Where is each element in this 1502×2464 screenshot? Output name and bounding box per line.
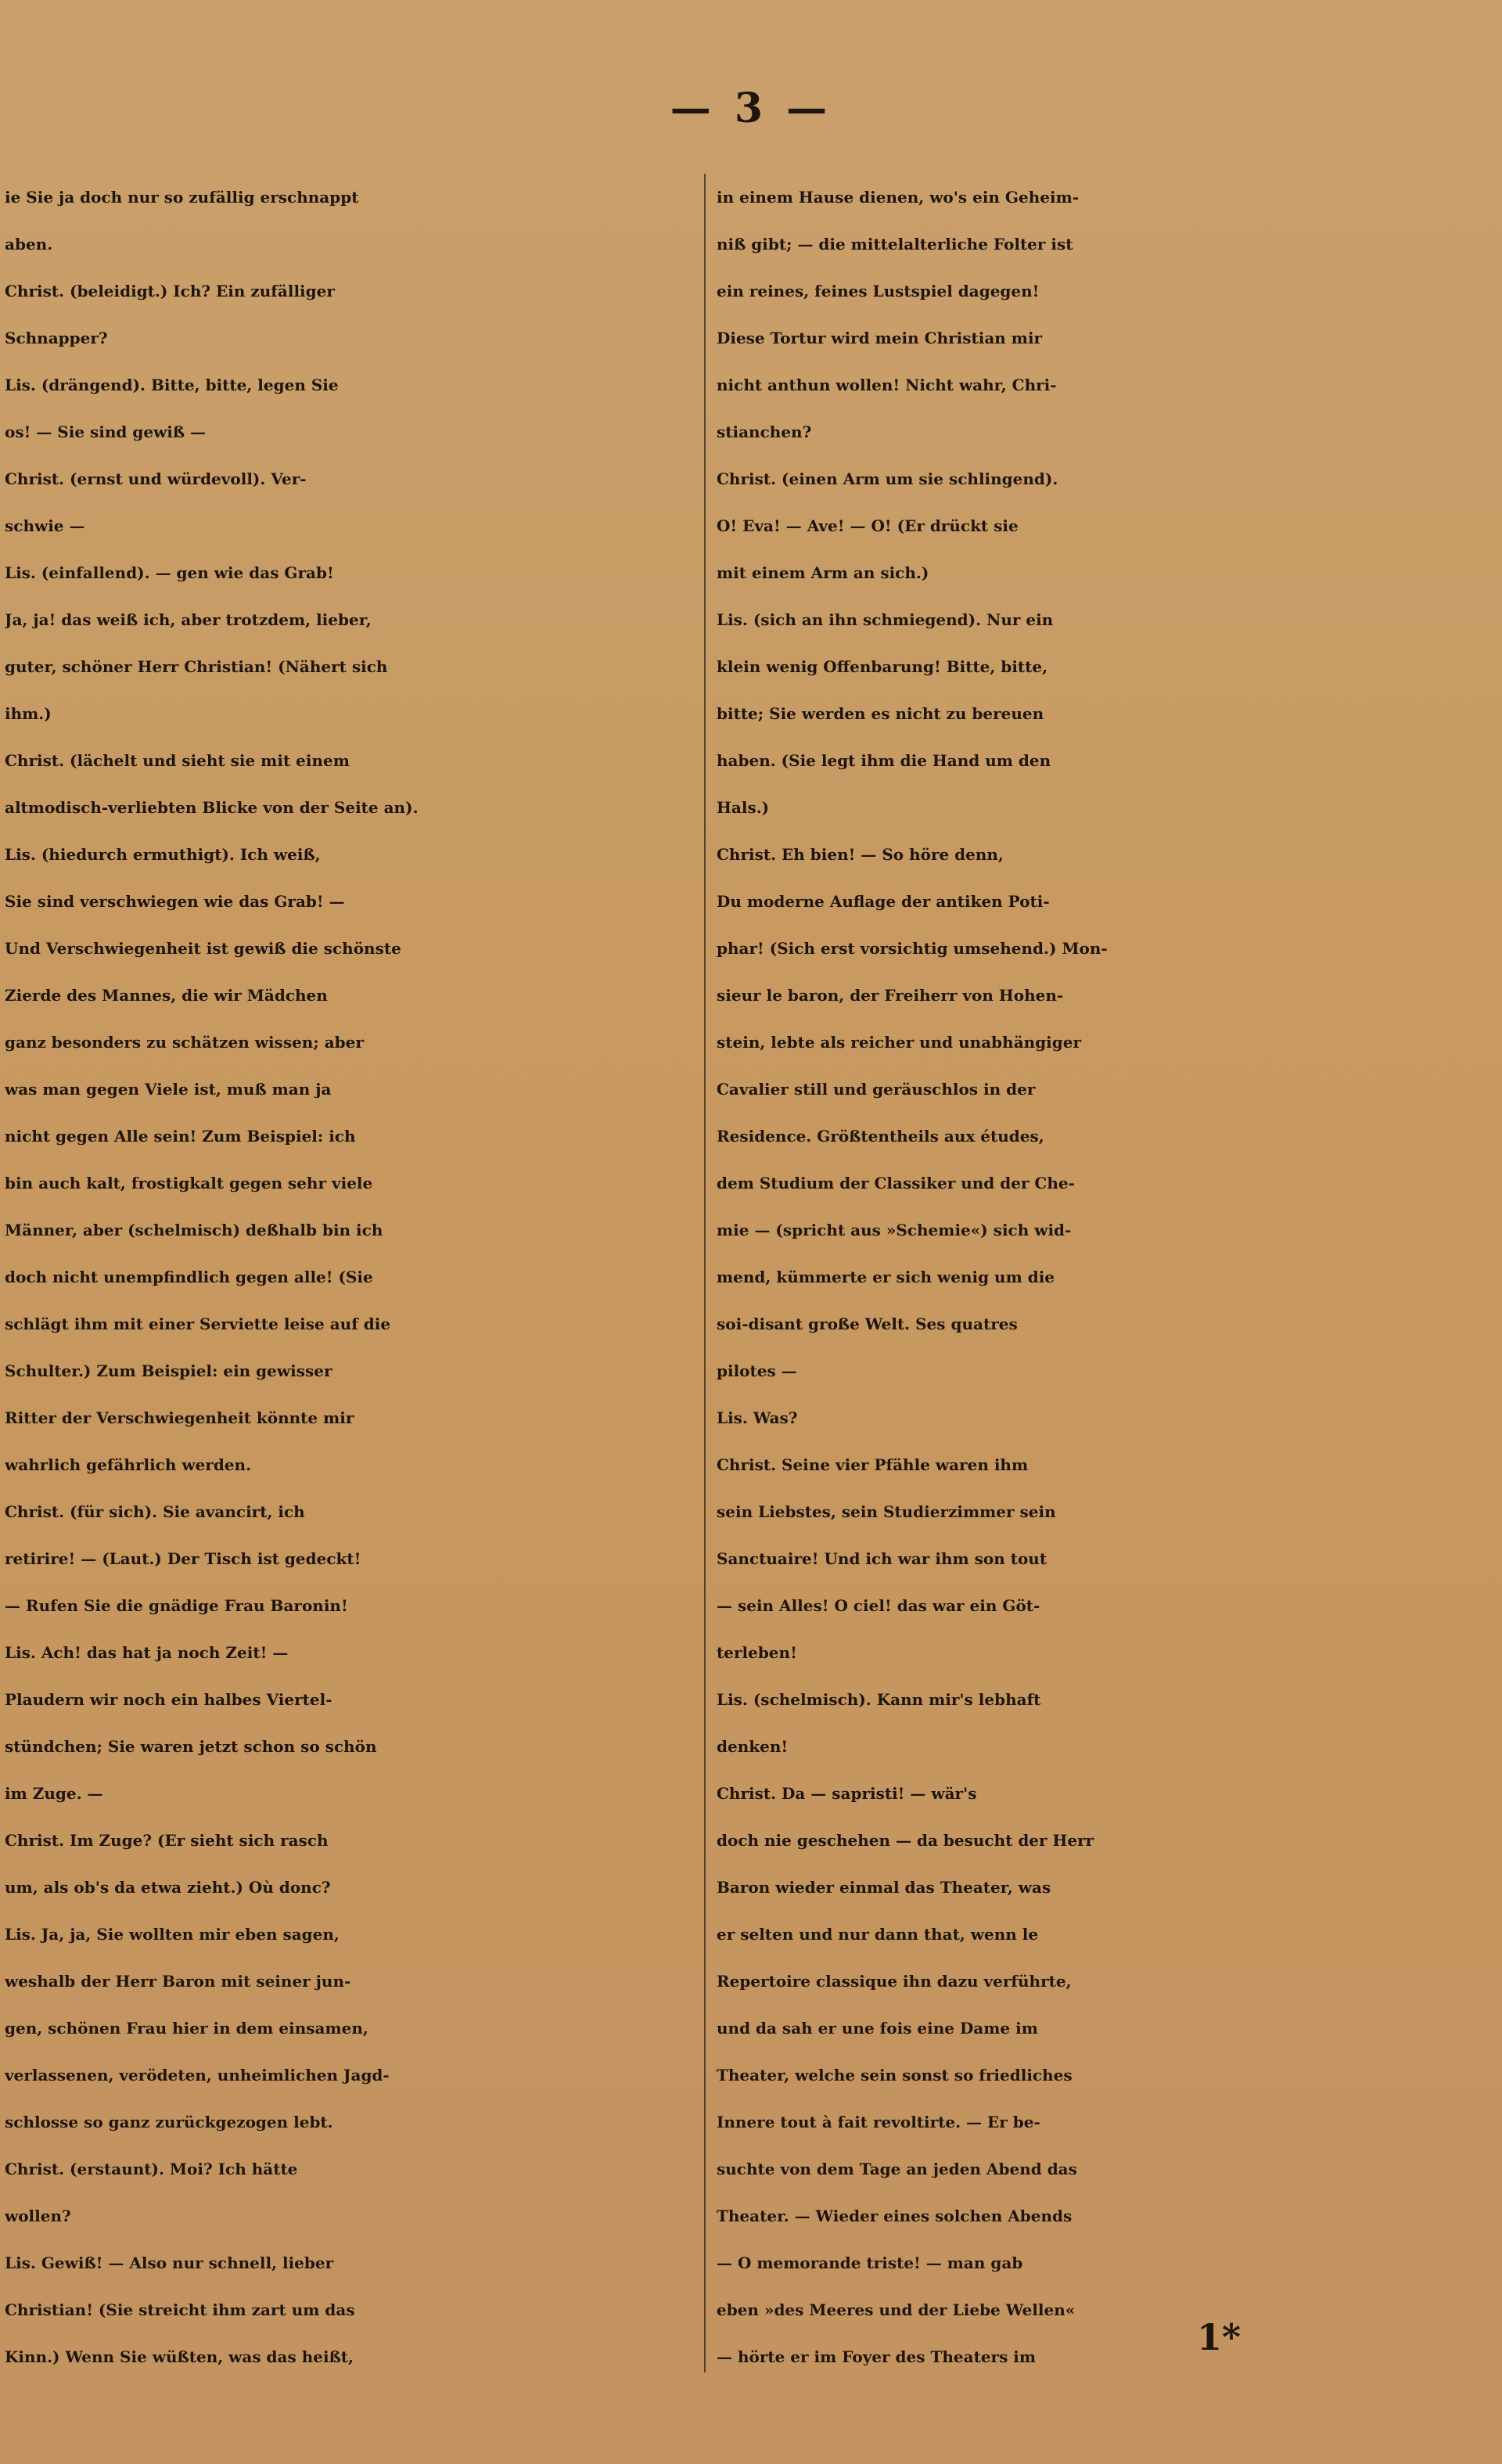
text-line: — hörte er im Foyer des Theaters im — [717, 2347, 1037, 2366]
text-line: Lis. Was? — [717, 1408, 798, 1427]
signature-mark: 1* — [1197, 2316, 1241, 2358]
text-line: Du moderne Auflage der antiken Poti- — [717, 892, 1050, 911]
text-line: Männer, aber (schelmisch) deßhalb bin ich — [5, 1221, 383, 1239]
text-line: O! Eva! — Ave! — O! (Er drückt sie — [717, 516, 1019, 535]
text-line: Plaudern wir noch ein halbes Viertel- — [5, 1690, 332, 1709]
text-line: stianchen? — [717, 423, 812, 441]
text-line: mend, kümmerte er sich wenig um die — [717, 1268, 1055, 1286]
text-line: Repertoire classique ihn dazu verführte, — [717, 1972, 1072, 1991]
text-line: ganz besonders zu schätzen wissen; aber — [5, 1033, 364, 1052]
text-line: Cavalier still und geräuschlos in der — [717, 1080, 1036, 1099]
text-line: Residence. Größtentheils aux études, — [717, 1127, 1044, 1146]
text-line: klein wenig Offenbarung! Bitte, bitte, — [717, 657, 1048, 676]
text-line: mie — (spricht aus »Schemie«) sich wid- — [717, 1221, 1072, 1239]
text-line: haben. (Sie legt ihm die Hand um den — [717, 751, 1051, 770]
text-line: verlassenen, verödeten, unheimlichen Jagd- — [5, 2066, 390, 2085]
text-line: doch nicht unempfindlich gegen alle! (Sie — [5, 1268, 373, 1286]
text-line: pilotes — — [717, 1361, 797, 1380]
text-line: Baron wieder einmal das Theater, was — [717, 1878, 1051, 1897]
text-line: niß gibt; — die mittelalterliche Folter ist — [717, 235, 1073, 254]
text-line: dem Studium der Classiker und der Che- — [717, 1174, 1075, 1192]
text-line: sein Liebstes, sein Studierzimmer sein — [717, 1502, 1056, 1521]
text-line: guter, schöner Herr Christian! (Nähert sich — [5, 657, 388, 676]
text-line: Sie sind verschwiegen wie das Grab! — — [5, 892, 345, 911]
text-line: Lis. (drängend). Bitte, bitte, legen Sie — [5, 376, 339, 394]
text-line: stündchen; Sie waren jetzt schon so schön — [5, 1737, 377, 1756]
text-line: Kinn.) Wenn Sie wüßten, was das heißt, — [5, 2347, 354, 2366]
text-line: Ja, ja! das weiß ich, aber trotzdem, lieber, — [5, 610, 372, 629]
text-line: denken! — [717, 1737, 789, 1756]
text-line: Schulter.) Zum Beispiel: ein gewisser — [5, 1361, 332, 1380]
text-line: im Zuge. — — [5, 1784, 103, 1803]
text-line: eben »des Meeres und der Liebe Wellen« — [717, 2300, 1076, 2319]
text-line: schlägt ihm mit einer Serviette leise auf die — [5, 1315, 391, 1333]
text-line: in einem Hause dienen, wo's ein Geheim- — [717, 188, 1080, 207]
text-line: Und Verschwiegenheit ist gewiß die schönste — [5, 939, 401, 958]
text-line: — O memorande triste! — man gab — [717, 2254, 1023, 2272]
left-column — [5, 174, 693, 2380]
text-line: Christ. (lächelt und sieht sie mit einem — [5, 751, 350, 770]
text-line: suchte von dem Tage an jeden Abend das — [717, 2160, 1077, 2178]
text-line: Christian! (Sie streicht ihm zart um das — [5, 2300, 355, 2319]
text-line: sieur le baron, der Freiherr von Hohen- — [717, 986, 1064, 1005]
text-line: ie Sie ja doch nur so zufällig erschnappt — [5, 188, 359, 207]
text-line: schlosse so ganz zurückgezogen lebt. — [5, 2113, 333, 2131]
text-line: Sanctuaire! Und ich war ihm son tout — [717, 1549, 1047, 1568]
text-line: mit einem Arm an sich.) — [717, 563, 929, 582]
text-line: weshalb der Herr Baron mit seiner jun- — [5, 1972, 351, 1991]
text-line: und da sah er une fois eine Dame im — [717, 2019, 1038, 2038]
text-line: Lis. (einfallend). — gen wie das Grab! — [5, 563, 334, 582]
text-line: bin auch kalt, frostigkalt gegen sehr viele — [5, 1174, 373, 1192]
text-line: altmodisch-verliebten Blicke von der Seite an). — [5, 798, 419, 817]
text-line: Christ. (beleidigt.) Ich? Ein zufälliger — [5, 282, 335, 300]
text-line: ihm.) — [5, 704, 52, 723]
text-line: phar! (Sich erst vorsichtig umsehend.) Mon- — [717, 939, 1108, 958]
text-line: — sein Alles! O ciel! das war ein Göt- — [717, 1596, 1040, 1615]
text-line: Diese Tortur wird mein Christian mir — [717, 329, 1043, 347]
text-line: er selten und nur dann that, wenn le — [717, 1925, 1039, 1944]
text-line: Christ. Eh bien! — So höre denn, — [717, 845, 1004, 864]
text-line: ein reines, feines Lustspiel dagegen! — [717, 282, 1040, 300]
text-line: Zierde des Mannes, die wir Mädchen — [5, 986, 328, 1005]
text-line: Ritter der Verschwiegenheit könnte mir — [5, 1408, 354, 1427]
text-line: Christ. (ernst und würdevoll). Ver- — [5, 469, 307, 488]
text-line: Lis. Ja, ja, Sie wollten mir eben sagen, — [5, 1925, 340, 1944]
text-line: wahrlich gefährlich werden. — [5, 1455, 252, 1474]
text-line: um, als ob's da etwa zieht.) Où donc? — [5, 1878, 331, 1897]
text-line: Christ. Seine vier Pfähle waren ihm — [717, 1455, 1029, 1474]
text-line: bitte; Sie werden es nicht zu bereuen — [717, 704, 1044, 723]
text-line: schwie — — [5, 516, 85, 535]
text-line: nicht anthun wollen! Nicht wahr, Chri- — [717, 376, 1057, 394]
text-line: Theater, welche sein sonst so friedliches — [717, 2066, 1073, 2085]
text-line: Christ. (einen Arm um sie schlingend). — [717, 469, 1058, 488]
text-line: Christ. Da — sapristi! — wär's — [717, 1784, 977, 1803]
column-divider — [704, 174, 706, 2372]
text-line: os! — Sie sind gewiß — — [5, 423, 207, 441]
text-line: — Rufen Sie die gnädige Frau Baronin! — [5, 1596, 348, 1615]
text-line: Theater. — Wieder eines solchen Abends — [717, 2207, 1073, 2225]
text-line: Christ. (erstaunt). Moi? Ich hätte — [5, 2160, 298, 2178]
text-line: was man gegen Viele ist, muß man ja — [5, 1080, 332, 1099]
text-line: terleben! — [717, 1643, 797, 1662]
text-line: stein, lebte als reicher und unabhängiger — [717, 1033, 1082, 1052]
text-line: wollen? — [5, 2207, 71, 2225]
page-number: — 3 — — [670, 85, 832, 132]
text-line: Schnapper? — [5, 329, 108, 347]
text-line: gen, schönen Frau hier in dem einsamen, — [5, 2019, 368, 2038]
text-line: Lis. (sich an ihn schmiegend). Nur ein — [717, 610, 1054, 629]
text-line: soi-disant große Welt. Ses quatres — [717, 1315, 1018, 1333]
text-line: nicht gegen Alle sein! Zum Beispiel: ich — [5, 1127, 356, 1146]
text-line: Lis. Ach! das hat ja noch Zeit! — — [5, 1643, 289, 1662]
right-column — [717, 174, 1405, 2380]
text-line: aben. — [5, 235, 53, 254]
text-line: Christ. Im Zuge? (Er sieht sich rasch — [5, 1831, 329, 1850]
text-line: Hals.) — [717, 798, 770, 817]
text-line: Lis. Gewiß! — Also nur schnell, lieber — [5, 2254, 334, 2272]
text-line: retirire! — (Laut.) Der Tisch ist gedeckt! — [5, 1549, 361, 1568]
text-line: doch nie geschehen — da besucht der Herr — [717, 1831, 1094, 1850]
text-line: Lis. (hiedurch ermuthigt). Ich weiß, — [5, 845, 321, 864]
text-line: Innere tout à fait revoltirte. — Er be- — [717, 2113, 1040, 2131]
text-line: Lis. (schelmisch). Kann mir's lebhaft — [717, 1690, 1041, 1709]
text-line: Christ. (für sich). Sie avancirt, ich — [5, 1502, 305, 1521]
